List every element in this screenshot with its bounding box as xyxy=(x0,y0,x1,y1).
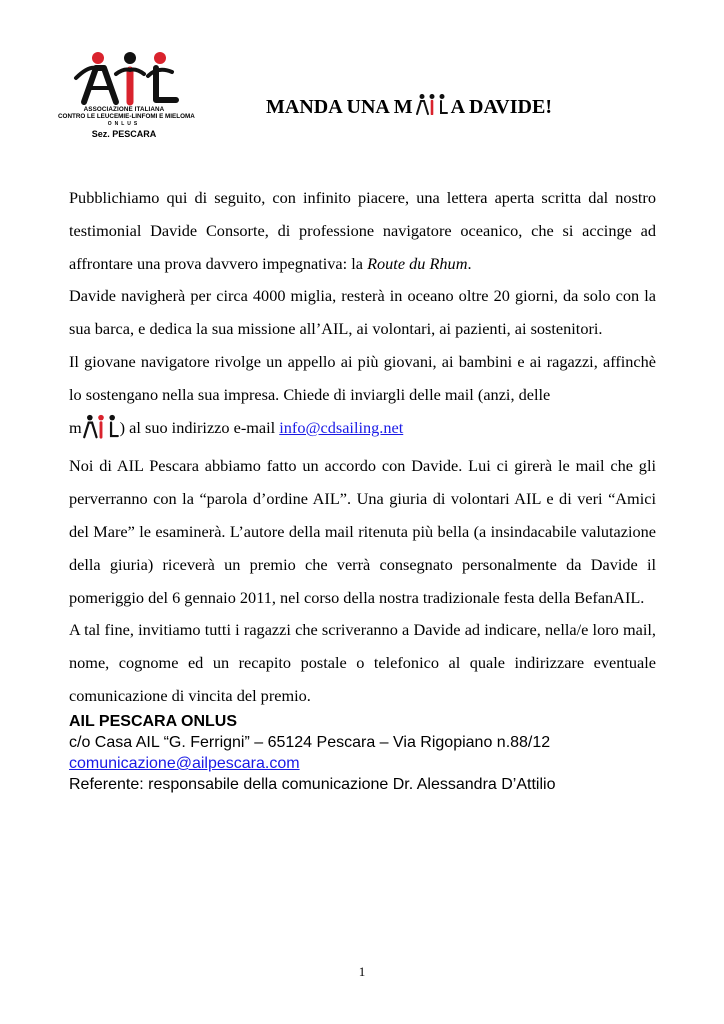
contact-email-link[interactable]: comunicazione@ailpescara.com xyxy=(69,755,300,772)
title-before: MANDA UNA M xyxy=(266,96,413,118)
logo-section-line: Sez. PESCARA xyxy=(91,129,157,139)
email-link[interactable]: info@cdsailing.net xyxy=(279,417,404,437)
contact-block xyxy=(69,711,555,795)
intro-end: . xyxy=(467,253,472,273)
page-number: 1 xyxy=(358,964,366,979)
paragraph-intro xyxy=(69,182,656,280)
letter-body xyxy=(69,182,656,713)
referent: Referente: responsabile della comunicazione Dr. Alessandra D’Attilio xyxy=(69,776,556,793)
address: c/o Casa AIL “G. Ferrigni” – 65124 Pescara – Via Rigopiano n.88/12 xyxy=(69,734,551,751)
race-name: Route du Rhum xyxy=(367,253,468,273)
paragraph-instructions: A tal fine, invitiamo tutti i ragazzi che scriveranno a Davide ad indicare, nella/e loro mail, nome, cognome ed un recapito postale o telefonico al quale indirizzare eventuale comunicazione di vincita del premio. xyxy=(69,620,656,705)
ail-mini-logo-icon xyxy=(82,413,120,451)
paragraph-agreement: Noi di AIL Pescara abbiamo fatto un accordo con Davide. Lui ci girerà le mail che gli perverranno con la “parola d’ordine AIL”. Una giuria di volontari AIL e di veri “Amici del Mare” le esaminerà. L’autore della mail ritenuta più bella (a insindacabile valutazione della giuria) riceverà un premio che verrà consegnato personalmente da Davide il pomeriggio del 6 gennaio 2011, nel corso della nostra tradizionale festa della BefanAIL. xyxy=(69,456,656,607)
appeal-text: Il giovane navigatore rivolge un appello ai più giovani, ai bambini e ai ragazzi, affinchè lo sostengano nella sua impresa. Chiede di inviargli delle mail (anzi, delle xyxy=(69,351,656,404)
title-after: A DAVIDE! xyxy=(450,96,552,118)
paragraph-voyage: Davide navigherà per circa 4000 miglia, resterà in oceano oltre 20 giorni, da solo con la sua barca, e dedica la sua missione all’AIL, ai volontari, ai pazienti, ai sostenitori. xyxy=(69,286,656,339)
appeal-m: m xyxy=(69,417,82,437)
logo-association-line: ASSOCIAZIONE ITALIANA xyxy=(83,106,165,113)
logo-subtitle-line: CONTRO LE LEUCEMIE-LINFOMI E MIELOMA xyxy=(58,113,195,120)
ail-figures-icon xyxy=(58,48,190,106)
paragraph-appeal xyxy=(69,346,656,450)
appeal-text-2: ) al suo indirizzo e-mail xyxy=(119,417,280,437)
organization-name: AIL PESCARA ONLUS xyxy=(69,713,238,730)
logo-onlus-line: ONLUS xyxy=(107,121,141,127)
ail-mini-logo-icon xyxy=(415,93,449,121)
ail-logo xyxy=(58,48,195,146)
intro-text: Pubblichiamo qui di seguito, con infinito piacere, una lettera aperta scritta dal nostro testimonial Davide Consorte, di professione navigatore oceanico, che si accinge ad affrontare una prova davvero impegnativa: la xyxy=(69,188,656,273)
page-title xyxy=(266,93,552,121)
